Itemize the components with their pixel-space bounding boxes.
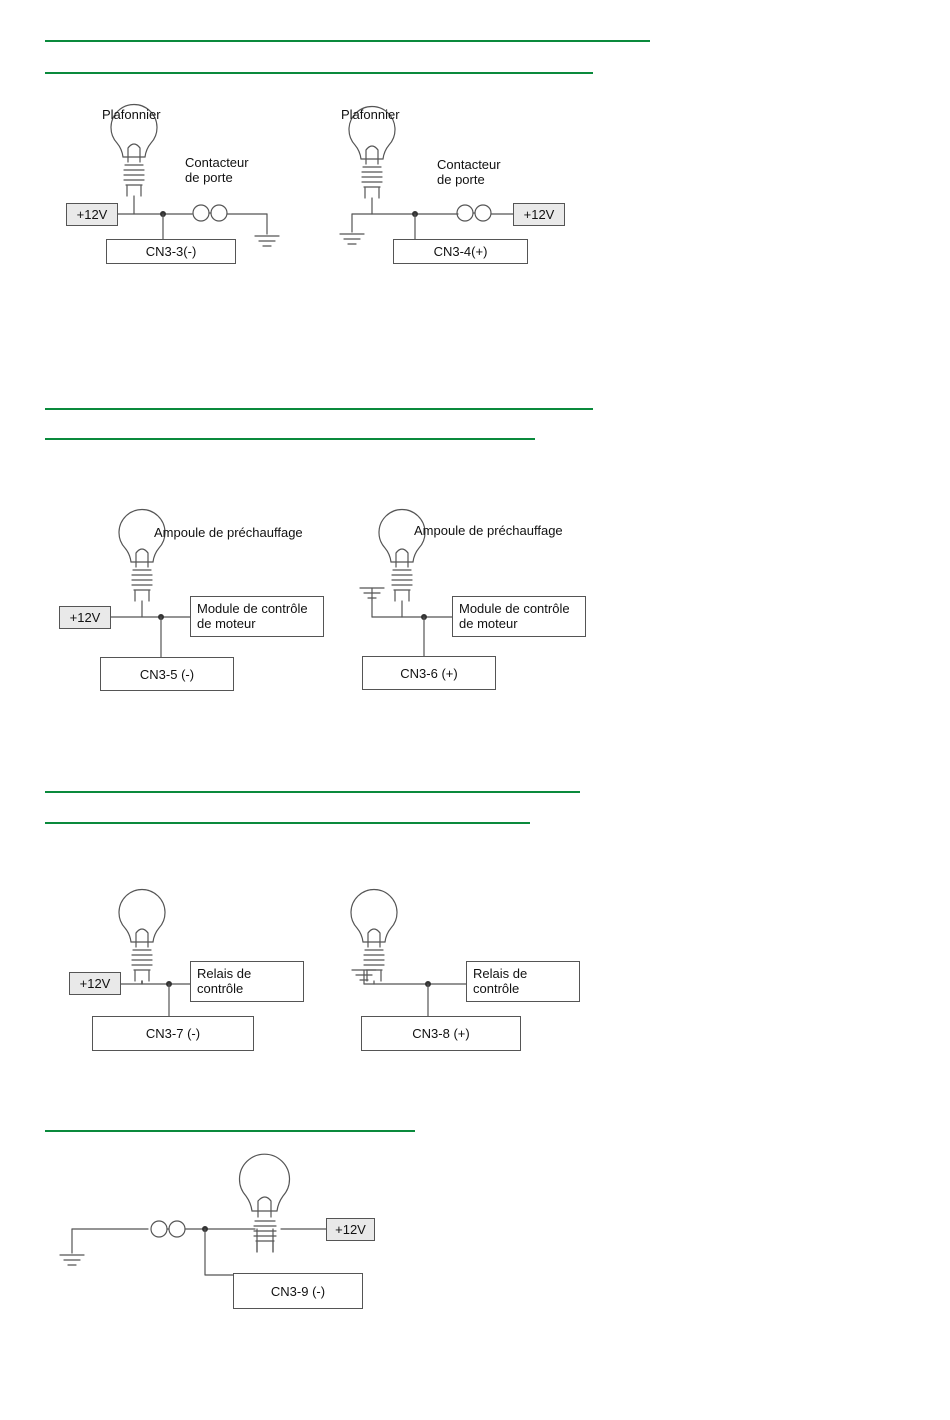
supply-box-cn3-7: +12V <box>69 972 121 995</box>
supply-box-cn3-5: +12V <box>59 606 111 629</box>
connector-box-cn3-8: CN3-8 (+) <box>361 1016 521 1051</box>
switch-label-cn3-4 <box>437 157 501 187</box>
module-label-line1: Relais de <box>197 966 252 981</box>
module-label-line1: Module de contrôle <box>459 601 570 616</box>
diagram-title-cn3-5: Ampoule de préchauffage <box>154 525 303 540</box>
module-box-cn3-8 <box>466 961 580 1002</box>
connector-box-cn3-7: CN3-7 (-) <box>92 1016 254 1051</box>
connector-box-cn3-5: CN3-5 (-) <box>100 657 234 691</box>
switch-label-line1: Contacteur <box>185 155 249 170</box>
switch-label-line2: de porte <box>185 170 233 185</box>
module-label-line1: Relais de <box>473 966 528 981</box>
connector-box-cn3-6: CN3-6 (+) <box>362 656 496 690</box>
connector-box-cn3-9: CN3-9 (-) <box>233 1273 363 1309</box>
module-box-cn3-6 <box>452 596 586 637</box>
supply-box-cn3-4: +12V <box>513 203 565 226</box>
module-box-cn3-7 <box>190 961 304 1002</box>
module-label-line2: de moteur <box>459 616 518 631</box>
module-label-line2: contrôle <box>473 981 520 996</box>
supply-box-cn3-9: +12V <box>326 1218 375 1241</box>
switch-label-cn3-3 <box>185 155 249 185</box>
diagram-title-cn3-4: Plafonnier <box>341 107 400 122</box>
supply-box-cn3-3: +12V <box>66 203 118 226</box>
module-label-line2: contrôle <box>197 981 244 996</box>
connector-box-cn3-4: CN3-4(+) <box>393 239 528 264</box>
module-box-cn3-5 <box>190 596 324 637</box>
connector-box-cn3-3: CN3-3(-) <box>106 239 236 264</box>
module-label-line2: de moteur <box>197 616 256 631</box>
module-label-line1: Module de contrôle <box>197 601 308 616</box>
diagram-title-cn3-6: Ampoule de préchauffage <box>414 523 563 538</box>
switch-label-line2: de porte <box>437 172 485 187</box>
switch-label-line1: Contacteur <box>437 157 501 172</box>
diagram-title-cn3-3: Plafonnier <box>102 107 161 122</box>
